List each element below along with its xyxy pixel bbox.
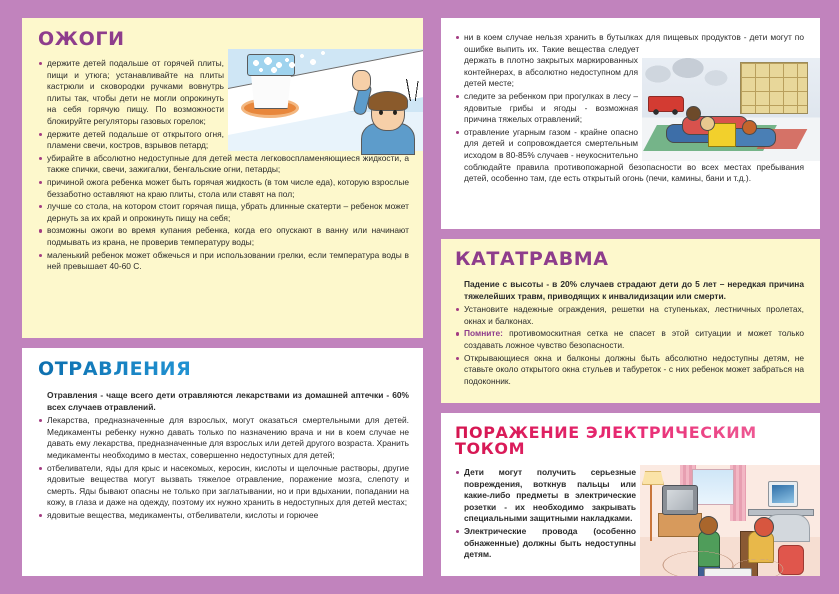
list-item: Электрические провода (особенно обнаженные) должны быть недоступны детям. xyxy=(455,526,804,561)
list-item: держите детей подальше от горячей плиты, пищи и утюга; устанавливайте на плиты кастрюли и сковородки ручками вовнутрь плиты так, чтобы дети не могли опрокинуть на себя горячую пищу. По возможности блокируйте регуляторы газовых горелок; xyxy=(38,58,409,128)
panel-catatrauma xyxy=(441,239,820,403)
panel-electric-shock xyxy=(441,413,820,576)
list-item: держите детей подальше от открытого огня, пламени свечи, костров, взрывов петард; xyxy=(38,129,409,152)
list-item: следите за ребенком при прогулках в лесу – ядовитые грибы и ягоды - возможная причина тяжелых отравлений; xyxy=(455,91,804,126)
panel-poisoning-continued xyxy=(441,18,820,229)
list-item: ни в коем случае нельзя хранить в бутылках для пищевых продуктов - дети могут по ошибке выпить их. Такие вещества следует держать в плотно закрытых маркированных контейнерах, в абсолютно недоступном для детей месте; xyxy=(455,32,804,90)
catatrauma-bullet-list xyxy=(455,304,804,387)
heading-poisoning: ОТРАВЛЕНИЯ xyxy=(38,360,409,379)
list-item: отравление угарным газом - крайне опасно для детей и сопровождается смертельным исходом в 80-85% случаев - неукоснительно соблюдайте правила противопожарной безопасности во всех местах пребывания детей, особенно там, где есть открытый огонь (печи, камины, бани и т.д.). xyxy=(455,127,804,185)
list-item: Лекарства, предназначенные для взрослых, могут оказаться смертельными для детей. Медикаменты ребенку нужно давать только по назначению врача и ни в коем случае не давать ему лекарства, предназначенные для взрослых или детей другого возраста. Хранить медикаменты необходимо в местах, совершенно недоступных для детей; xyxy=(38,415,409,461)
heading-catatrauma: КАТАТРАВМА xyxy=(455,248,609,270)
panel-burns xyxy=(22,18,423,338)
list-item: возможны ожоги во время купания ребенка, когда его опускают в ванну или начинают подмывать из крана, не проверив температуру воды; xyxy=(38,225,409,248)
list-item-text: Открывающиеся окна и балконы должны быть абсолютно недоступны детям, не ставьте около открытого окна стульев и табуреток - с них ребенок может забраться на подоконник. xyxy=(464,352,804,386)
list-item: Дети могут получить серьезные повреждения, воткнув пальцы или какие-либо предметы в электрические розетки - их необходимо закрывать специальными защитными накладками. xyxy=(455,467,804,525)
burns-bullet-list xyxy=(38,58,409,273)
list-item: отбеливатели, яды для крыс и насекомых, керосин, кислоты и щелочные растворы, другие ядовитые вещества могут вызвать тяжелое отравление, поражение мозга, слепоту и смерть. Яды бывают опасны не только при заглатывании, но и при вдыхании, попадании на кожу, в глаза и даже на одежду, поэтому их нужно хранить в недоступных для детей местах; xyxy=(38,463,409,509)
list-item: ядовитые вещества, медикаменты, отбеливатели, кислоты и горючее xyxy=(38,510,409,522)
list-item-text: противомоскитная сетка не спасет в этой ситуации и может только создавать ложное чувство безопасности. xyxy=(464,328,804,350)
poisoning-continued-bullet-list xyxy=(455,32,804,185)
heading-burns: ОЖОГИ xyxy=(38,28,125,50)
list-item xyxy=(455,328,804,351)
catatrauma-lead: Падение с высоты - в 20% случаев страдают дети до 5 лет – нередкая причина тяжелейших травм, приводящих к инвалидизации или смерти. xyxy=(464,279,804,301)
list-item: убирайте в абсолютно недоступные для детей места легковоспламеняющиеся жидкости, а также спички, свечи, зажигалки, бенгальские огни, петарды; xyxy=(38,153,409,176)
list-item xyxy=(455,304,804,327)
power-strip xyxy=(704,568,752,576)
list-item: маленький ребенок может обжечься и при использовании грелки, если температура воды в ней превышает 40-60 С. xyxy=(38,250,409,273)
poisoning-bullet-list xyxy=(38,415,409,521)
panel-poisoning xyxy=(22,348,423,576)
list-item xyxy=(455,353,804,388)
electric-shock-bullet-list xyxy=(455,467,804,561)
list-item: лучше со стола, на котором стоит горячая пища, убрать длинные скатерти – ребенок может дернуть за их край и опрокинуть пищу на себя; xyxy=(38,201,409,224)
poisoning-lead: Отравления - чаще всего дети отравляются лекарствами из домашней аптечки - 60% всех случаев отравлений. xyxy=(47,390,409,412)
list-item-text: Установите надежные ограждения, решетки на ступеньках, лестничных пролетах, окнах и балконах. xyxy=(464,304,804,326)
list-item-emphasis: Помните: xyxy=(464,328,503,339)
list-item: причиной ожога ребенка может быть горячая жидкость (в том числе еда), которую взрослые беззаботно оставляют на краю плиты, стола или ставят на пол; xyxy=(38,177,409,200)
heading-electric-shock: ПОРАЖЕНИЕ ЭЛЕКТРИЧЕСКИМ ТОКОМ xyxy=(455,425,804,457)
